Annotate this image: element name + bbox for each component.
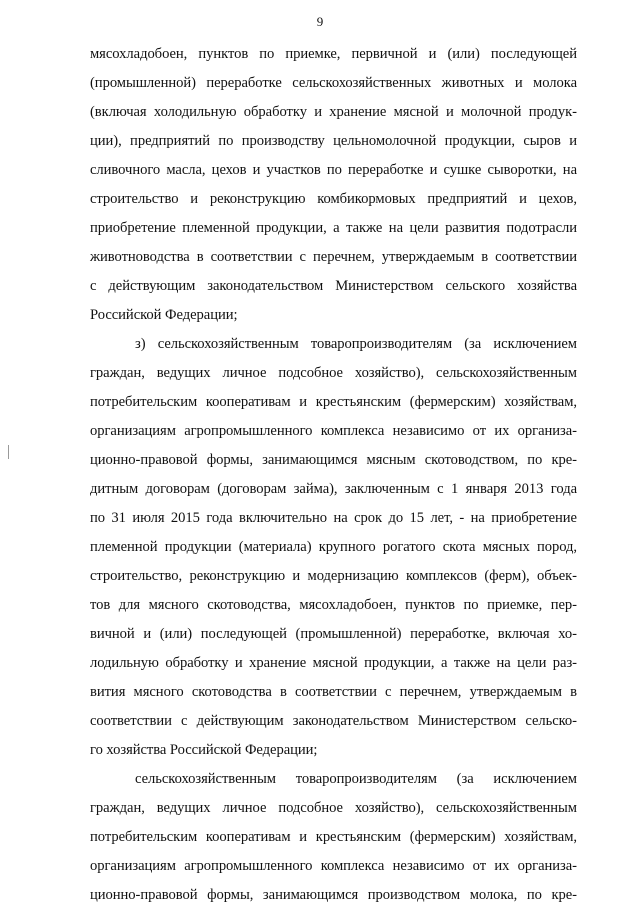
text-line: животноводства в соответствии с перечнем, утверждаемым в соответствии (90, 249, 577, 265)
text-line: с действующим законодательством Министерством сельского хозяйства (90, 278, 577, 294)
text-line: ции), предприятий по производству цельномолочной продукции, сыров и (90, 133, 577, 149)
text-line: приобретение племенной продукции, а также на цели развития подотрасли (90, 220, 577, 236)
text-line: по 31 июля 2015 года включительно на срок до 15 лет, - на приобретение (90, 510, 577, 526)
text-line: граждан, ведущих личное подсобное хозяйство), сельскохозяйственным (90, 800, 577, 816)
text-line: ционно-правовой формы, занимающимся мясным скотоводством, по кре- (90, 452, 577, 468)
text-line: дитным договорам (договорам займа), заключенным с 1 января 2013 года (90, 481, 577, 497)
text-line: потребительским кооперативам и крестьянским (фермерским) хозяйствам, (90, 829, 577, 845)
text-line: мясохладобоен, пунктов по приемке, первичной и (или) последующей (90, 46, 577, 62)
text-line: з) сельскохозяйственным товаропроизводителям (за исключением (135, 336, 577, 352)
text-line: соответствии с действующим законодательством Министерством сельско- (90, 713, 577, 729)
text-line: вития мясного скотоводства в соответствии с перечнем, утверждаемым в (90, 684, 577, 700)
text-line: организациям агропромышленного комплекса независимо от их организа- (90, 423, 577, 439)
text-line: сливочного масла, цехов и участков по переработке и сушке сыворотки, на (90, 162, 577, 178)
text-line: Российской Федерации; (90, 307, 238, 323)
text-line: строительство, реконструкцию и модернизацию комплексов (ферм), объек- (90, 568, 577, 584)
text-line: ционно-правовой формы, занимающимся производством молока, по кре- (90, 887, 577, 903)
text-line: потребительским кооперативам и крестьянским (фермерским) хозяйствам, (90, 394, 577, 410)
text-line: (включая холодильную обработку и хранение мясной и молочной продук- (90, 104, 577, 120)
text-line: строительство и реконструкцию комбикормовых предприятий и цехов, (90, 191, 577, 207)
text-line: лодильную обработку и хранение мясной продукции, а также на цели раз- (90, 655, 577, 671)
text-line: граждан, ведущих личное подсобное хозяйство), сельскохозяйственным (90, 365, 577, 381)
text-line: организациям агропромышленного комплекса независимо от их организа- (90, 858, 577, 874)
page-number: 9 (316, 14, 324, 29)
text-line: (промышленной) переработке сельскохозяйственных животных и молока (90, 75, 577, 91)
text-line: вичной и (или) последующей (промышленной) переработке, включая хо- (90, 626, 577, 642)
text-line: сельскохозяйственным товаропроизводителям (за исключением (135, 771, 577, 787)
scan-edge-mark (8, 445, 9, 459)
text-line: го хозяйства Российской Федерации; (90, 742, 318, 758)
text-line: племенной продукции (материала) крупного рогатого скота мясных пород, (90, 539, 577, 555)
text-line: тов для мясного скотоводства, мясохладобоен, пунктов по приемке, пер- (90, 597, 577, 613)
